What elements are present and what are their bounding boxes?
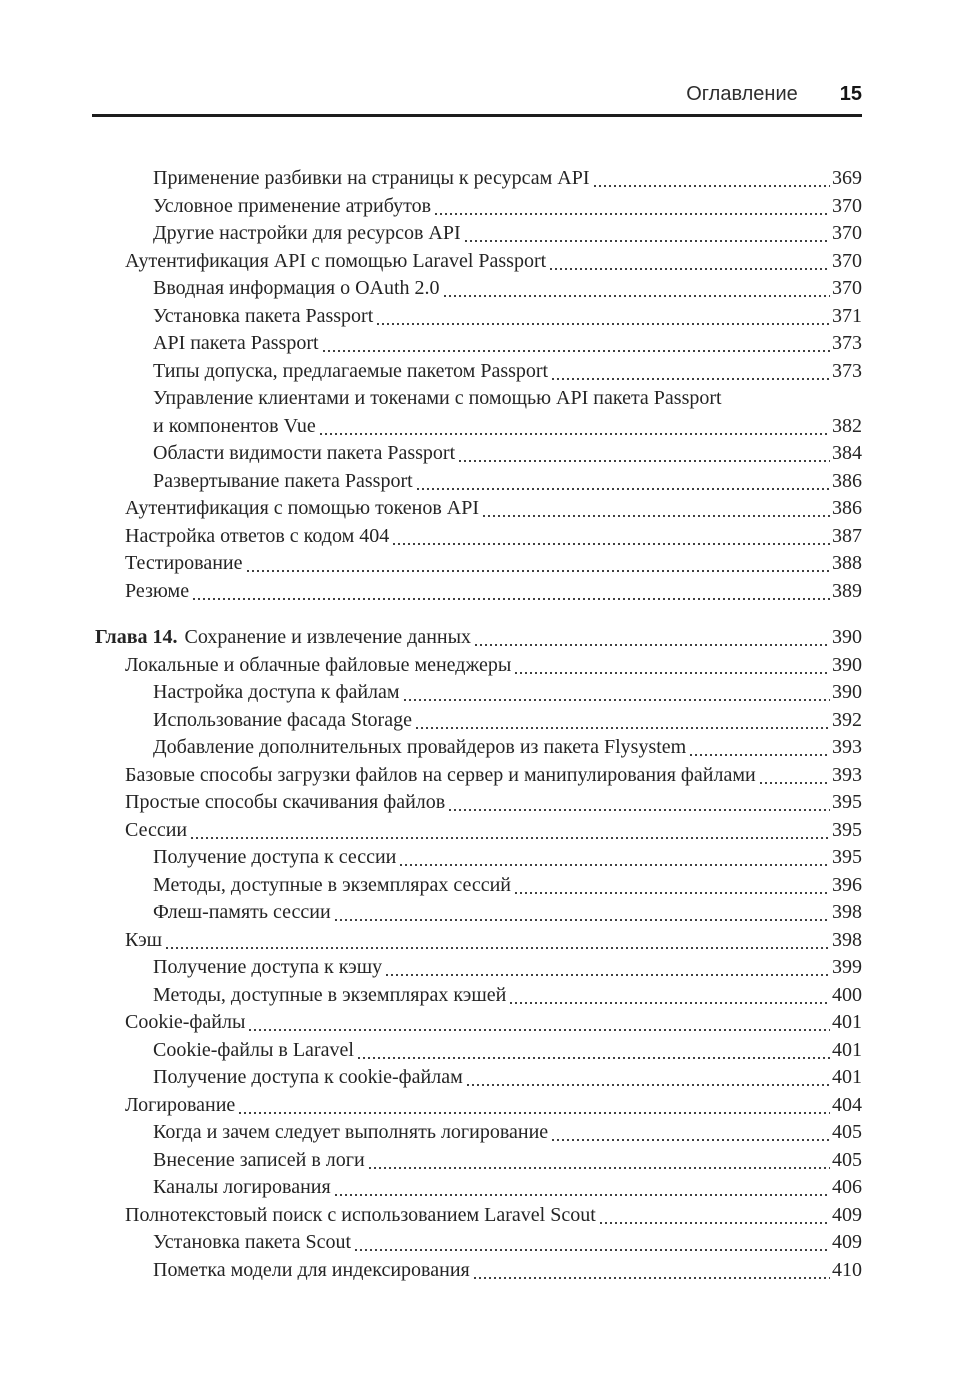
toc-entry-page-number: 384 <box>832 442 862 464</box>
dot-leader <box>166 947 830 949</box>
dot-leader <box>320 433 830 435</box>
dot-leader <box>465 240 830 242</box>
toc-entry-title: Каналы логирования <box>153 1176 331 1198</box>
toc-entry-title: Методы, доступные в экземплярах кэшей <box>153 983 507 1006</box>
toc-entry-page-number: 399 <box>832 956 862 978</box>
toc-entry-title: Когда и зачем следует выполнять логирование <box>153 1121 549 1143</box>
toc-entry-title: Сессии <box>125 818 188 841</box>
toc-entry-title: Резюме <box>125 579 190 602</box>
running-head-page-number: 15 <box>839 83 862 105</box>
toc-entry <box>92 1064 862 1092</box>
toc-entry-page-number: 387 <box>832 524 862 547</box>
toc-entry <box>92 1257 862 1285</box>
toc-entry <box>92 844 862 872</box>
dot-leader <box>550 268 830 270</box>
toc-entry <box>92 440 862 468</box>
dot-leader <box>760 782 830 784</box>
dot-leader <box>249 1029 830 1031</box>
dot-leader <box>369 1167 830 1169</box>
toc-entry-title: Вводная информация о OAuth 2.0 <box>153 277 440 299</box>
toc-entry-title: Получение доступа к cookie-файлам <box>153 1066 463 1088</box>
toc-entry-page-number: 396 <box>832 873 862 896</box>
toc-list <box>92 117 862 1284</box>
toc-entry-title: Добавление дополнительных провайдеров из пакета Flysystem <box>153 736 687 758</box>
toc-entry <box>92 468 862 496</box>
dot-leader <box>247 570 831 572</box>
toc-entry-title: Установка пакета Scout <box>153 1231 352 1253</box>
toc-entry <box>92 1037 862 1065</box>
dot-leader <box>191 837 830 839</box>
toc-entry-title: Развертывание пакета Passport <box>153 469 413 492</box>
toc-entry-page-number: 389 <box>832 579 862 602</box>
dot-leader <box>600 1222 830 1224</box>
dot-leader <box>444 295 830 297</box>
toc-entry <box>92 220 862 248</box>
toc-entry-page-number: 369 <box>832 167 862 189</box>
dot-leader <box>552 1139 830 1141</box>
toc-entry <box>92 275 862 303</box>
toc-entry-page-number: 398 <box>832 928 862 951</box>
dot-leader <box>483 515 830 517</box>
toc-entry <box>92 734 862 762</box>
toc-entry-title: Пометка модели для индексирования <box>153 1258 470 1281</box>
toc-entry-title: API пакета Passport <box>153 332 319 354</box>
dot-leader <box>386 974 830 976</box>
dot-leader <box>335 919 830 921</box>
toc-entry-title: Аутентификация с помощью токенов API <box>125 497 480 519</box>
toc-entry <box>92 495 862 523</box>
toc-entry-title: Логирование <box>125 1093 236 1116</box>
toc-entry-page-number: 409 <box>832 1231 862 1253</box>
toc-entry-title: Полнотекстовый поиск с использованием Laravel Scout <box>125 1203 596 1226</box>
toc-entry-page-number: 395 <box>832 791 862 813</box>
toc-entry-title: Аутентификация API с помощью Laravel Passport <box>125 249 547 272</box>
toc-entry-chapter-prefix: Глава 14. <box>95 626 178 648</box>
toc-entry-page-number: 410 <box>832 1258 862 1281</box>
toc-entry-title: Получение доступа к сессии <box>153 846 397 868</box>
dot-leader <box>467 1084 830 1086</box>
toc-entry-page-number: 373 <box>832 332 862 354</box>
running-head-title: Оглавление <box>686 83 798 105</box>
toc-entry <box>92 330 862 358</box>
toc-entry <box>92 165 862 193</box>
toc-entry <box>92 193 862 221</box>
toc-entry-title: Другие настройки для ресурсов API <box>153 222 461 244</box>
toc-entry <box>92 1229 862 1257</box>
toc-entry <box>92 872 862 900</box>
toc-entry <box>92 817 862 845</box>
toc-entry-title: Cookie-файлы <box>125 1011 246 1033</box>
dot-leader <box>515 672 830 674</box>
dot-leader <box>510 1002 830 1004</box>
toc-entry-title: Условное применение атрибутов <box>153 194 432 217</box>
dot-leader <box>435 213 830 215</box>
toc-entry <box>92 1202 862 1230</box>
toc-entry-title: Применение разбивки на страницы к ресурсам API <box>153 167 590 189</box>
toc-entry <box>92 624 862 652</box>
toc-entry-title: Области видимости пакета Passport <box>153 442 456 464</box>
dot-leader <box>193 598 830 600</box>
toc-entry-title: Флеш-память сессии <box>153 901 331 923</box>
toc-entry-page-number: 382 <box>832 414 862 437</box>
running-head <box>92 84 862 104</box>
dot-leader <box>393 543 830 545</box>
toc-entry-title: Получение доступа к кэшу <box>153 956 383 978</box>
dot-leader <box>594 185 830 187</box>
toc-entry <box>92 385 862 413</box>
toc-entry-page-number: 401 <box>832 1011 862 1033</box>
toc-entry <box>92 413 862 441</box>
toc-entry-page-number: 401 <box>832 1038 862 1061</box>
toc-entry-title: Внесение записей в логи <box>153 1148 365 1171</box>
toc-entry-page-number: 405 <box>832 1148 862 1171</box>
dot-leader <box>323 350 830 352</box>
toc-entry-page-number: 409 <box>832 1203 862 1226</box>
toc-entry-title: Кэш <box>125 928 163 951</box>
toc-entry-page-number: 405 <box>832 1121 862 1143</box>
toc-entry-page-number: 395 <box>832 818 862 841</box>
toc-entry-title: Базовые способы загрузки файлов на сервер и манипулирования файлами <box>125 763 756 786</box>
dot-leader <box>239 1112 830 1114</box>
dot-leader <box>355 1249 830 1251</box>
toc-entry <box>92 762 862 790</box>
toc-entry-page-number: 398 <box>832 901 862 923</box>
dot-leader <box>475 644 830 646</box>
toc-entry-title: Использование фасада Storage <box>153 708 412 731</box>
dot-leader <box>400 864 830 866</box>
toc-entry-page-number: 373 <box>832 359 862 382</box>
toc-entry-page-number: 393 <box>832 736 862 758</box>
toc-entry-page-number: 393 <box>832 763 862 786</box>
toc-entry-title: Методы, доступные в экземплярах сессий <box>153 873 511 896</box>
dot-leader <box>404 699 830 701</box>
toc-entry <box>92 550 862 578</box>
dot-leader <box>459 460 830 462</box>
toc-entry-page-number: 370 <box>832 194 862 217</box>
toc-entry-page-number: 400 <box>832 983 862 1006</box>
toc-entry <box>92 358 862 386</box>
toc-entry-page-number: 390 <box>832 626 862 648</box>
toc-entry-page-number: 371 <box>832 304 862 327</box>
dot-leader <box>335 1194 830 1196</box>
toc-entry <box>92 1009 862 1037</box>
toc-entry-title: Локальные и облачные файловые менеджеры <box>125 653 512 676</box>
toc-entry-page-number: 406 <box>832 1176 862 1198</box>
toc-entry-title: и компонентов Vue <box>153 414 316 437</box>
dot-leader <box>552 378 830 380</box>
toc-entry-title: Настройка доступа к файлам <box>153 681 400 703</box>
toc-entry-page-number: 388 <box>832 552 862 574</box>
toc-entry <box>92 927 862 955</box>
toc-entry-title: Управление клиентами и токенами с помощью API пакета Passport <box>153 387 722 409</box>
toc-entry-page-number: 386 <box>832 469 862 492</box>
toc-entry-page-number: 390 <box>832 681 862 703</box>
toc-entry-title: Тестирование <box>125 552 243 574</box>
toc-entry-page-number: 404 <box>832 1093 862 1116</box>
toc-entry <box>92 982 862 1010</box>
toc-entry-page-number: 390 <box>832 653 862 676</box>
toc-entry-page-number: 370 <box>832 222 862 244</box>
toc-entry <box>92 1092 862 1120</box>
dot-leader <box>416 727 830 729</box>
toc-entry <box>92 707 862 735</box>
dot-leader <box>690 754 830 756</box>
toc-entry <box>92 523 862 551</box>
toc-entry <box>92 1174 862 1202</box>
toc-entry-page-number: 392 <box>832 708 862 731</box>
toc-entry-title: Настройка ответов с кодом 404 <box>125 524 390 547</box>
toc-entry <box>92 954 862 982</box>
dot-leader <box>377 323 830 325</box>
toc-entry-title: Типы допуска, предлагаемые пакетом Passport <box>153 359 549 382</box>
toc-entry-page-number: 386 <box>832 497 862 519</box>
page-header <box>0 84 974 117</box>
toc-entry-title: Простые способы скачивания файлов <box>125 791 446 813</box>
toc-entry <box>92 578 862 606</box>
toc-entry <box>92 679 862 707</box>
dot-leader <box>449 809 830 811</box>
toc-entry-title: Сохранение и извлечение данных <box>184 626 472 648</box>
toc-entry <box>92 899 862 927</box>
toc-entry <box>92 1119 862 1147</box>
toc-entry <box>92 1147 862 1175</box>
dot-leader <box>474 1277 830 1279</box>
toc-entry-title: Cookie-файлы в Laravel <box>153 1038 354 1061</box>
toc-entry-page-number: 395 <box>832 846 862 868</box>
toc-entry <box>92 303 862 331</box>
toc-entry-page-number: 401 <box>832 1066 862 1088</box>
dot-leader <box>515 892 830 894</box>
dot-leader <box>358 1057 830 1059</box>
toc-entry <box>92 652 862 680</box>
toc-entry <box>92 248 862 276</box>
toc-entry-page-number: 370 <box>832 249 862 272</box>
toc-entry-page-number: 370 <box>832 277 862 299</box>
toc-entry-title: Установка пакета Passport <box>153 304 374 327</box>
dot-leader <box>417 488 830 490</box>
toc-entry <box>92 789 862 817</box>
